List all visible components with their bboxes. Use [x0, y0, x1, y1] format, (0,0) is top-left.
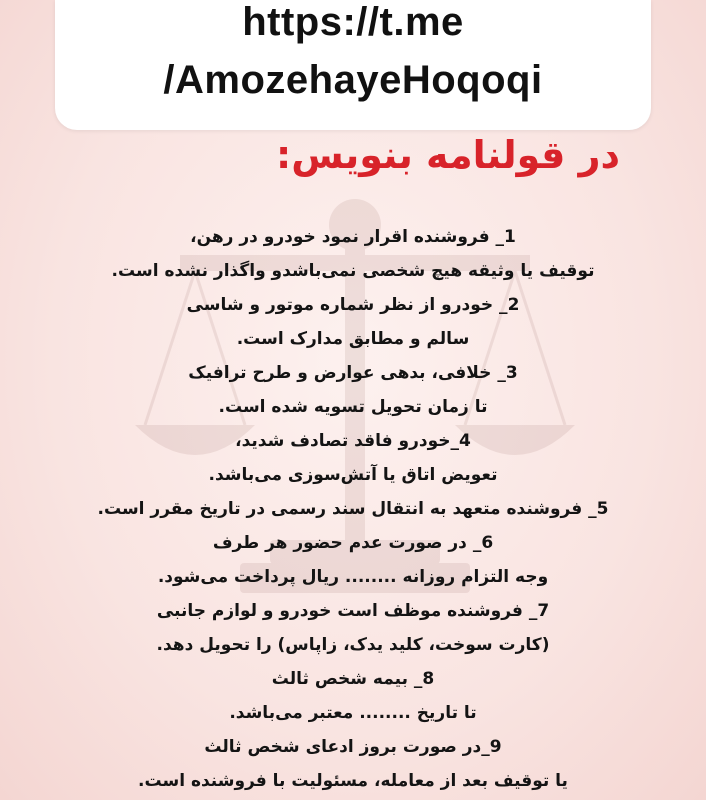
clause-line: (کارت سوخت، کلید یدک، زاپاس) را تحویل دهد. [156, 635, 550, 655]
link-text-line-1[interactable]: https://t.me [242, 0, 464, 44]
clause-line: 8_ بیمه شخص ثالث [271, 669, 435, 689]
clause-line: 2_ خودرو از نظر شماره موتور و شاسی [186, 295, 520, 315]
clause-line: 1_ فروشنده اقرار نمود خودرو در رهن، [190, 227, 516, 247]
clause-line: وجه التزام روزانه ........ ریال پرداخت می‌شود. [157, 567, 549, 587]
contract-clauses [60, 220, 646, 798]
clause-line: 4_خودرو فاقد تصادف شدید، [235, 431, 471, 451]
clause-line: 5_ فروشنده متعهد به انتقال سند رسمی در تاریخ مقرر است. [97, 499, 609, 519]
clause-line: 6_ در صورت عدم حضور هر طرف [212, 533, 494, 553]
clause-line: توقیف یا وثیقه هیچ شخصی نمی‌باشدو واگذار نشده است. [111, 261, 595, 281]
clause-line: تعویض اتاق یا آتش‌سوزی می‌باشد. [208, 465, 498, 485]
clause-line: 7_ فروشنده موظف است خودرو و لوازم جانبی [156, 601, 550, 621]
clause-line: سالم و مطابق مدارک است. [236, 329, 470, 349]
clause-line: یا توقیف بعد از معامله، مسئولیت با فروشنده است. [138, 771, 568, 791]
clause-line: تا تاریخ ........ معتبر می‌باشد. [229, 703, 477, 723]
link-card[interactable] [55, 0, 651, 130]
clause-line: 9_در صورت بروز ادعای شخص ثالث [204, 737, 502, 757]
clause-line: 3_ خلافی، بدهی عوارض و طرح ترافیک [188, 363, 518, 383]
clause-line: تا زمان تحویل تسویه شده است. [218, 397, 488, 417]
page-title: در قولنامه بنویس: [276, 133, 620, 177]
link-text-line-2[interactable]: /AmozehayeHoqoqi [163, 58, 543, 102]
